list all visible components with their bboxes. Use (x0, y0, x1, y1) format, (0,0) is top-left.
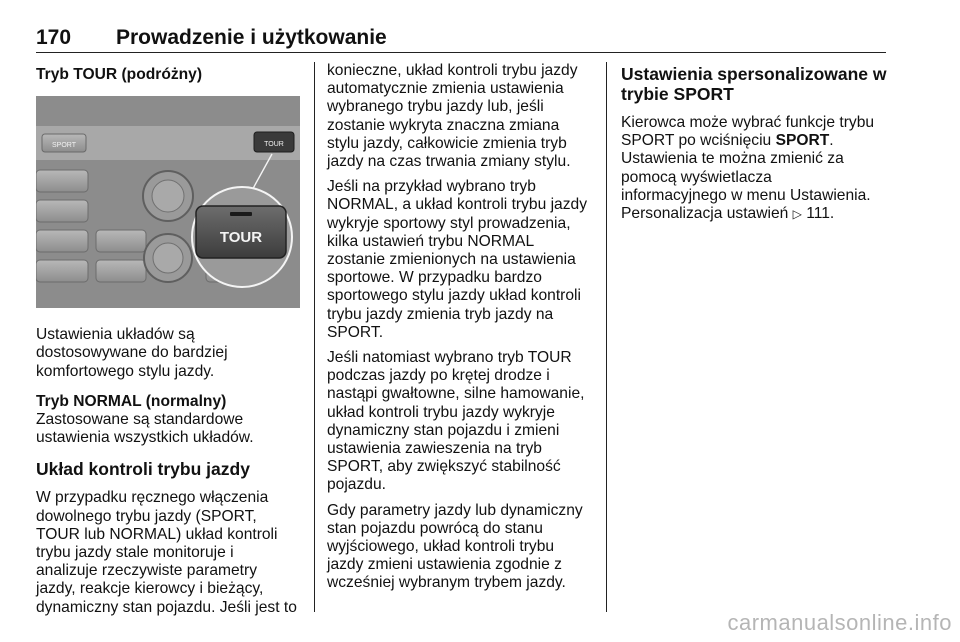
column-divider-2 (606, 62, 607, 612)
column-2 (327, 62, 597, 600)
dashboard-buttons-figure (36, 96, 300, 308)
page-ref-link[interactable]: 111. (801, 205, 835, 223)
tour-button-large-label: TOUR (219, 229, 263, 247)
heading-tour-mode: Tryb TOUR (podróżny) (36, 66, 203, 83)
dashboard-illustration (36, 96, 300, 308)
paragraph-a: konieczne, układ kontroli trybu jazdy automatycznie zmienia ustawienia wybranego trybu jazdy lub, jeśli zostanie wykryta znaczna zmiana stylu jazdy, całkowicie zmienia tryb jazdy na czas trwania zmiany stylu. (327, 62, 578, 171)
sport-button-label: SPORT (52, 142, 76, 150)
heading-normal-mode: Tryb NORMAL (normalny) (36, 392, 227, 410)
paragraph-d: Gdy parametry jazdy lub dynamiczny stan pojazdu powrócą do stanu wyjściowego, układ kontroli trybu jazdy zmieni ustawienia zgodnie z wcześniej wybranym trybem jazdy. (327, 501, 583, 592)
paragraph-tour-settings: Ustawienia układów są dostosowywane do bardziej komfortowego stylu jazdy. (36, 326, 228, 380)
section-title: Prowadzenie i użytkowanie (116, 26, 387, 49)
tour-button-small-label: TOUR (264, 141, 284, 149)
watermark: carmanualsonline.info (727, 610, 952, 635)
heading-sport-personalization: Ustawienia spersonalizowane w trybie SPORT (621, 64, 887, 104)
sport-button-ref: SPORT (775, 132, 830, 150)
page-number: 170 (36, 26, 72, 49)
column-3 (621, 62, 889, 230)
column-divider-1 (314, 62, 315, 612)
heading-drive-mode-control: Układ kontroli trybu jazdy (36, 459, 250, 480)
paragraph-normal: Zastosowane są standardowe ustawienia wszystkich układów. (36, 411, 254, 447)
paragraph-personalization: Kierowca może wybrać funkcje trybu SPORT po wciśnięciu SPORT. Ustawienia te można zmienić za pomocą wyświetlacza informacyjnego w menu Ustawienia. Personalizacja ustawień ▷ 111. (621, 114, 875, 223)
page-ref-arrow-icon: ▷ (792, 207, 802, 222)
column-1 (36, 66, 300, 624)
page-header (36, 26, 886, 53)
paragraph-c: Jeśli natomiast wybrano tryb TOUR podczas jazdy po krętej drodze i nastąpi gwałtowne, silne hamowanie, układ kontroli trybu jazdy wykryje dynamiczny stan pojazdu i zmieni ustawienia zawieszenia na tryb SPORT, aby zwiększyć stabilność pojazdu. (327, 349, 585, 494)
paragraph-control: W przypadku ręcznego włączenia dowolnego trybu jazdy (SPORT, TOUR lub NORMAL) układ kontroli trybu jazdy stale monitoruje i analizuje rzeczywiste parametry jazdy, reakcje kierowcy i bieżący, dynamiczny stan pojazdu. Jeśli jest to (36, 489, 297, 616)
paragraph-b: Jeśli na przykład wybrano tryb NORMAL, a układ kontroli trybu jazdy wykryje sportowy styl prowadzenia, kilka ustawień trybu NORMAL zostanie zmienionych na ustawienia sportowe. W przypadku bardzo sportowego stylu jazdy układ kontroli trybu jazdy zmienia tryb jazdy na SPORT. (327, 178, 587, 341)
